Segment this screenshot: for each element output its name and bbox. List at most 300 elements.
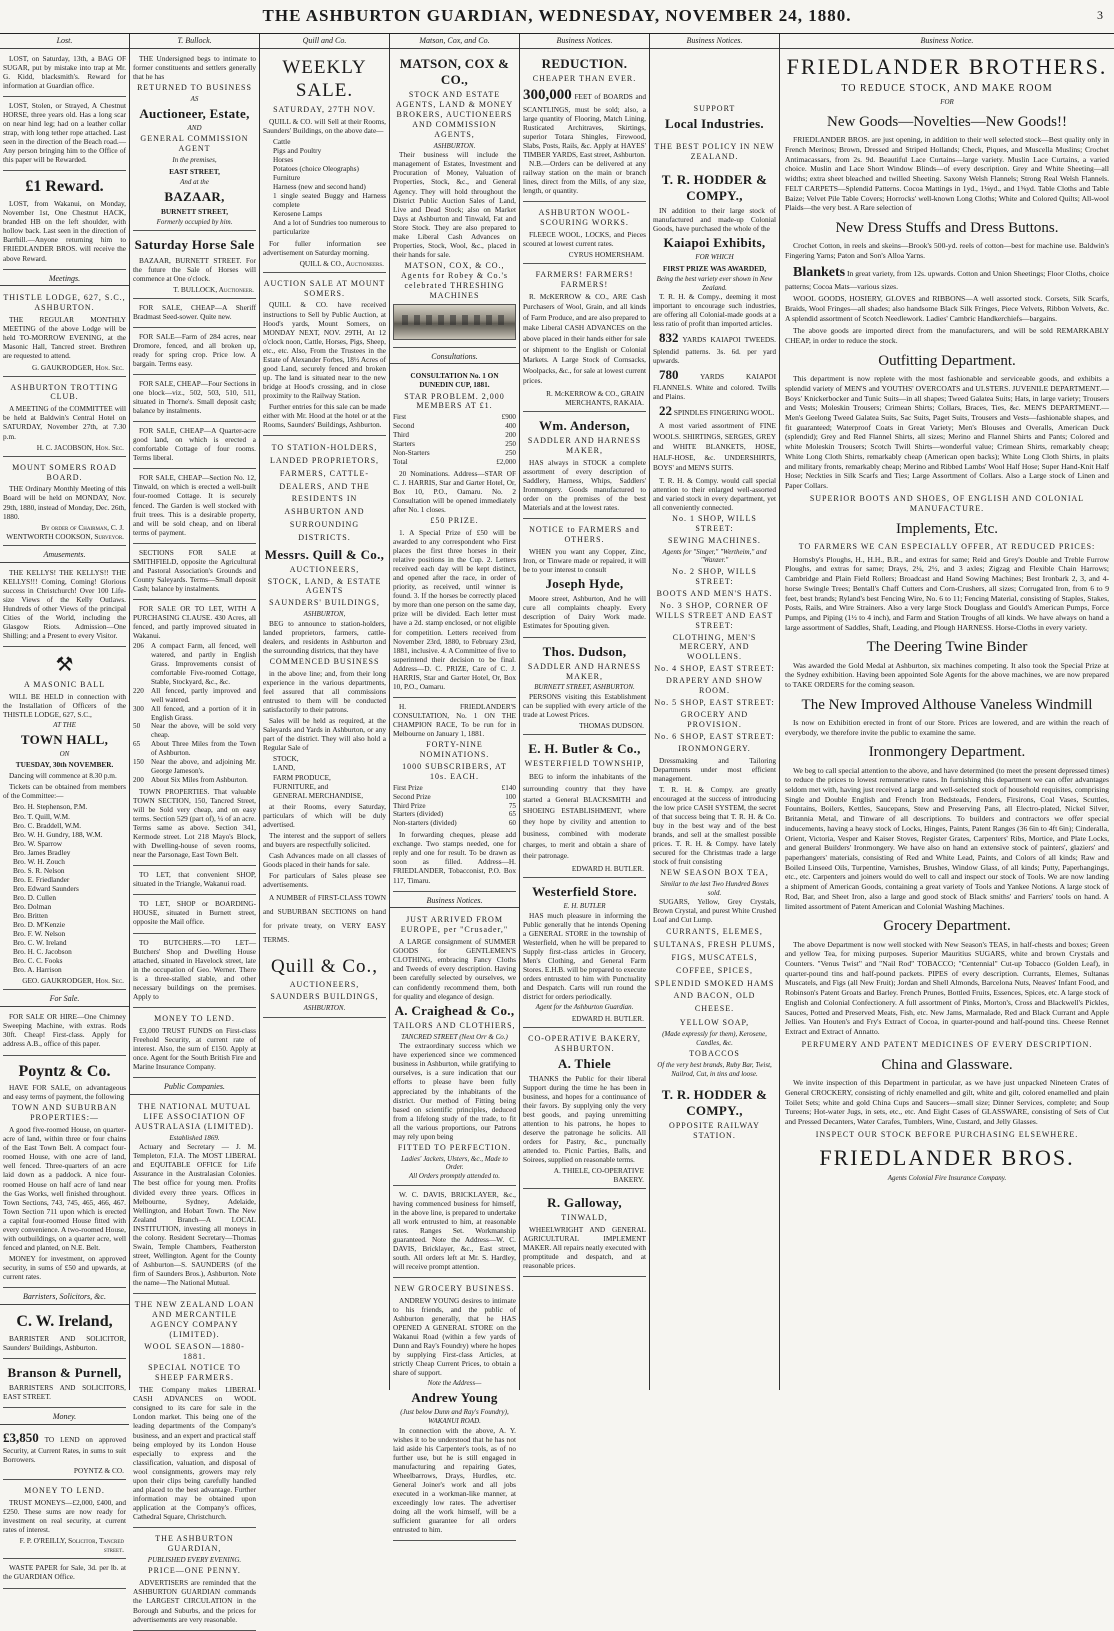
sale-lot: Pigs and Poultry xyxy=(273,146,322,156)
columns xyxy=(0,34,1114,1624)
heading: THISTLE LODGE, 627, S.C., ASHBURTON. xyxy=(3,293,126,313)
heading: THE ASHBURTON GUARDIAN, xyxy=(155,1533,234,1553)
prize-row-cell: Starters xyxy=(393,440,415,449)
text: SAUNDERS BUILDINGS, xyxy=(270,991,379,1001)
column-4-head: Matson, Cox, and Co. xyxy=(390,34,519,49)
heading: REDUCTION. xyxy=(541,55,628,71)
text: THE KELLYS! THE KELLYS!! THE KELLYS!!! Coming, Coming! Glorious success in Christchurch! Over 100 Life-size Views of the Kelly Outlaws. Hundreds of other Views of the principal Cities of the World, including the Glasgow Riots. Admission—One Shilling; and a Present to every Visitor. xyxy=(3,567,126,640)
text: The interest and the support of sellers and buyers are respectfully solicited. xyxy=(263,830,386,849)
text: MATSON, COX, & CO., Agents for Robey & Co.'s celebrated THRESHING MACHINES xyxy=(401,260,508,300)
column-1 xyxy=(0,34,130,1582)
heading: T. R. HODDER & COMPY., xyxy=(661,1086,768,1118)
prize-row xyxy=(393,413,516,422)
acre-row-cell: 200 xyxy=(133,775,144,784)
fried-prize-row-cell: Starters (divided) xyxy=(393,810,444,819)
column-7 xyxy=(780,34,1114,1390)
text: WESTERFIELD TOWNSHIP, xyxy=(524,759,645,769)
text: Tickets can be obtained from members of the Committee:— xyxy=(3,782,126,801)
text: Formerly occupied by him. xyxy=(156,217,233,226)
text: TANCRED STREET (Next Orr & Co.) xyxy=(401,1032,508,1041)
acre-row xyxy=(133,740,256,758)
text: Moore street, Ashburton, And he will cure all complaints cheaply. Every description of Dairy Work made. Estimates for Spouting given. xyxy=(523,594,646,631)
ad-thiele xyxy=(523,1030,646,1189)
text: Crochet Cotton, in reels and skeins—Brook's 500-yd. reels of cotton—best for machine use. Baldwin's Fingering Yarns; Paton and Son's Alloa Yarns. xyxy=(785,241,1109,260)
ad-lend-oreilly xyxy=(3,1482,126,1559)
fried-prize-row-cell: 75 xyxy=(508,801,516,810)
section-meetings: Meetings. xyxy=(0,272,129,287)
sale-lot: Cattle xyxy=(273,137,291,146)
heading: R. Galloway, xyxy=(547,1195,622,1211)
heading: Quill & Co., xyxy=(270,955,378,977)
heading: Messrs. Quill & Co., xyxy=(264,546,385,562)
fried-prize-row-cell: £140 xyxy=(501,783,516,792)
heading: E. H. Butler & Co., xyxy=(528,741,641,757)
text: FOR SALE, CHEAP—Four Sections in one block—viz., 502, 503, 510, 511, situated in Thorne's. Small deposit cash; balance by instalments. xyxy=(133,379,256,416)
text: FOR SALE, CHEAP—Section No. 12, Tinwald, on which is erected a well-built four-roomed Cottage. It is securely fenced. The Garden is well stocked with fruit trees. This is a desirable property, and will be sold cheap, and on liberal terms of payment. xyxy=(133,473,256,537)
heading: Implements, Etc. xyxy=(895,521,999,538)
column-6 xyxy=(650,34,780,1390)
ad-craighead xyxy=(393,911,516,1185)
committee-member: Bro. Edward Saunders xyxy=(13,883,79,893)
signature: A. THIELE, CO-OPERATIVE BAKERY. xyxy=(553,1166,644,1185)
text: N.B.—Orders can be delivered at any railway station on the main or branch lines, direct from the Mills, of any size, length, or quantity. xyxy=(523,158,646,195)
text: All Orders promptly attended to. xyxy=(408,1172,501,1181)
text: SAUNDERS' BUILDINGS, xyxy=(269,598,380,608)
text: No. 3 SHOP, CORNER OF WILLS STREET AND EAST STREET: xyxy=(655,600,774,630)
text: in the above line; and, from their long experience in the various departments, feel assured that all commissions entrusted to them will be conducted satisfactorily to their patrons. xyxy=(263,669,386,715)
text: Dancing will commence at 8.30 p.m. xyxy=(9,771,117,781)
ad-weekly-sale xyxy=(263,52,386,273)
sale-lot: Furniture xyxy=(273,173,301,183)
amount: 832 xyxy=(659,330,679,346)
text: We invite inspection of this Department in particular, as we have just unpacked Nineteen Crates of General CROCKERY, consisting of richly enamelled and gilt, white and gilt, colored enamelled and plain Toilet Sets; white and gold China Cups and Saucers—small size; Dinner Services, complete; and Soup Tureens; Hot-water Jugs, in sets, etc., etc. And Eight Cases of GLASSWARE, consisting of Sets of Cut and Pressed Decanters, Water Carafes, Tumblers, Wine, Custard, and Jelly Glasses. xyxy=(785,1078,1109,1126)
text: 1. A Special Prize of £50 will be awarded to any correspondent who First places the first three horses in their relative positions in the Cup. 2. Letters received each day will be kept distinct, and opened after the race, in order of priority, as received, until winner is found. 3. If the horses be correctly placed by more than one person on the same day, prize will be divided. Each letter must have a 2d. stamp enclosed, or not eligible for competition. Letters received from November 23rd, 1880, to February 23rd, 1881, inclusive. 4. A Committee of five to superintend their decision to be final. Address—D. C. PRIZE, Care of C. J. HARRIS, Star and Garter Hotel, Or, Box 10, P.O., Oamaru. xyxy=(393,528,516,691)
heading: New Goods—Novelties—New Goods!! xyxy=(827,114,1067,131)
prize-row-cell: Second xyxy=(393,422,415,431)
text: SECTIONS FOR SALE at SMITHFIELD, opposite the Agricultural and Pastoral Association's Grounds and County Saleyards. Terms—Small deposit Cash; balance by instalments. xyxy=(133,547,256,593)
fried-prize-row-cell: First Prize xyxy=(393,783,423,792)
column-2 xyxy=(130,34,260,1624)
text: Similar to the last Two Hundred Boxes sold. xyxy=(660,879,769,897)
committee-member: Bro. F. W. Nelson xyxy=(13,929,66,939)
friedlander-banner: FRIEDLANDER BROTHERS. xyxy=(786,54,1108,80)
text: SADDLER AND HARNESS MAKER, xyxy=(527,436,642,456)
ad-sale-2 xyxy=(133,330,256,375)
text: TAILORS AND CLOTHIERS, xyxy=(393,1020,516,1030)
text: Hornsby's Ploughs, H., H.H., B.R., and extras for same; Reid and Grey's Double and Treble Furrow Ploughs, and extras for same; Drays, 2¼, 2½, and 3 axles; Zigzag and Flexible Chain Harrows; Cambridge and Plain Field Rollers; Broadcast and Hand Sowing Machines; Best Ironbark 2, 3, and 4-horse Swingle Trees; Bentall's Chaff Cutters and Corn-Crushers, all sizes; Corrugated Iron, from 6 to 9 feet, best brands; Ryland's best Fencing Wire, No. 6 to 11; Fencing Material, consisting of Staples, Stakes, Posts, Rails, and Wire Strainers. Also a very large Stock Douglass and Gould's American Pumps, Force Pumps, and Piping (1½ to 4 inch), and Farm and Station Troughs of all kinds. We have always on hand a large assortment of Saddles, Shaft, Leading, and Plough HARNESS. Horse-Cloths in every variety. xyxy=(785,554,1109,632)
text: CO-OPERATIVE BAKERY, ASHBURTON. xyxy=(528,1033,641,1053)
committee-member: Bro. James Bradley xyxy=(13,847,71,857)
text: PERSONS visiting this Establishment can be supplied with every article of the trade at Lowest Prices. xyxy=(523,692,646,720)
amount: 22 xyxy=(659,402,672,418)
fried-prize-row-cell: 100 xyxy=(505,792,516,801)
ad-hodder xyxy=(653,52,776,1147)
text: BAZAAR, BURNETT STREET. For the future the Sale of Horses will commence at One o'clock. xyxy=(133,255,256,283)
ad-consultation xyxy=(393,367,516,697)
text: HAS much pleasure in informing the Public generally that he intends Opening a GENERAL STORE in the township of Westerfield, when he will be prepared to Supply first-class articles in Grocery, Men's Clothing, and General Farm Stores. E.H.B. will be prepared to execute orders entrusted to him with Punctuality and Despatch. Carts will run round the district for orders periodically. xyxy=(523,910,646,1001)
signature: POYNTZ & CO. xyxy=(73,1466,124,1476)
prizes-table xyxy=(393,413,516,467)
section-consultations: Consultations. xyxy=(390,350,519,365)
signature: H. C. JACOBSON, Hon. Sec. xyxy=(36,442,124,452)
text: FOR xyxy=(940,98,954,107)
ad-friedlander-consultation xyxy=(393,700,516,892)
heading: A. Thiele xyxy=(557,1055,612,1071)
text: Their business will include the management of Estates, Investment and Procuration of Money, Valuation of Properties, Stock, &c., and General Agency. They will hold throughout the District Public Auction Sales of Land, Live and Dead Stock; also on Market Days at Ashburton and Tinwald, Fat and Store Stock. They are also prepared to make Liberal Cash Advances on Properties, Stock, Wool, &c., placed in their hands for sale. xyxy=(393,150,516,259)
text: SATURDAY, 27TH NOV. xyxy=(273,105,376,114)
amount: 780 xyxy=(659,366,679,382)
text: AT THE xyxy=(53,720,76,729)
text: TO REDUCE STOCK, AND MAKE ROOM xyxy=(841,83,1053,95)
page-number: 3 xyxy=(1097,8,1104,22)
text: WOOL GOODS, HOSIERY, GLOVES and RIBBONS—A well assorted stock. Corsets, Silk Scarfs, Braids, Wool Fringes—all shades; also handsome Black Silk Fringes, Piece Velvets, Ribbon Velvets, &c. A splendid assortment of Scotch Needlework. Ladies' Cambric Handkerchiefs—bargains. xyxy=(785,294,1109,323)
ad-national-mutual xyxy=(133,1098,256,1294)
text: STOCK AND ESTATE AGENTS, LAND & MONEY BROKERS, AUCTIONEERS AND COMMISSION AGENTS, xyxy=(395,90,514,139)
committee-member: Bro. Dolman xyxy=(13,902,52,911)
text: Ladies' Jackets, Ulsters, &c., Made to Order. xyxy=(401,1154,508,1172)
prize-row-cell: Total xyxy=(393,457,408,466)
text: BOOTS AND MEN'S HATS. xyxy=(656,588,773,598)
text: Being the best variety ever shown in New Zealand. xyxy=(656,274,773,292)
fried-prizes-table xyxy=(393,784,516,829)
text: In great variety, from 12s. upwards. Cotton and Union Sheetings; Floor Cloths, choice patterns; Cocoa Mats—various sizes. xyxy=(785,268,1109,291)
heading: MONEY TO LEND. xyxy=(24,1486,105,1496)
text: BARRISTERS AND SOLICITORS, EAST STREET. xyxy=(3,1382,126,1402)
acre-row-cell: A compact Farm, all fenced, well watered, and partly in English Grass. Improvements consist of comfortable Five-roomed Cottage, Stable, Stockyard, &c., &c. xyxy=(151,642,256,686)
heading: WEEKLY SALE. xyxy=(282,56,367,102)
text: THANKS the Public for their liberal Support during the time he has been in business, and hopes for a continuance of their favors. By supplying only the very best goods, and paying unremitting attention to his patrons, he hopes to deserve the patronage he solicits. All orders for Pastry, &c., punctually attended to. Picnic Parties, Balls, and Soirees, supplied on reasonable terms. xyxy=(523,1073,646,1165)
text: In forwarding cheques, please add exchange. Two stamps needed, one for reply and one for result. To be drawn as soon as filled. Address—H. FRIEDLANDER, Tobacconist, P.O. Box 117, Timaru. xyxy=(393,830,516,885)
heading: Andrew Young xyxy=(411,1390,498,1406)
text: No. 2 SHOP, WILLS STREET: xyxy=(672,567,757,587)
column-6-head: Business Notices. xyxy=(650,34,779,49)
text: SPINDLES FINGERING WOOL. xyxy=(673,407,775,417)
section-amusements: Amusements. xyxy=(0,548,129,563)
text: YELLOW SOAP, xyxy=(679,1018,750,1028)
prize-row-cell: First xyxy=(393,413,407,422)
amount: £3,850 xyxy=(3,1429,39,1445)
fried-prize-row xyxy=(393,793,516,802)
heading: The New Improved Althouse Vaneless Windmill xyxy=(801,696,1093,713)
fried-prize-row-cell: 60 xyxy=(508,819,516,828)
ad-lost-sugar xyxy=(3,52,126,97)
text: TO FARMERS WE CAN ESPECIALLY OFFER, AT REDUCED PRICES: xyxy=(798,542,1096,552)
acre-row-cell: Near the above, will be sold very cheap. xyxy=(151,722,256,740)
text: IN addition to their large stock of manufactured and made-up Colonial Goods, have purchased the whole of the xyxy=(653,205,776,234)
text: TINWALD, xyxy=(561,1213,608,1223)
heading: ASHBURTON WOOL-SCOURING WORKS. xyxy=(538,207,631,227)
text: AS xyxy=(190,94,199,103)
prize-row-cell: 250 xyxy=(505,440,516,449)
heading: T. R. HODDER & COMPY., xyxy=(661,171,768,203)
text: Actuary and Secretary — J. M. Templeton, F.I.A. The MOST LIBERAL and EQUITABLE OFFICE for Life Assurance in the Australasian Colonies. The best office for young men. Profits divided every three years. Offices in Melbourne, Sydney, Adelaide, Wellington, and Hobart Town. The New Zealand Branch—A LOCAL INSTITUTION, investing all moneys in the colony. Resident Secretary—Thomas Swain, Temple Chambers, Featherston street, Wellington. Agent for the County of Ashburton—S. SAUNDERS (of the firm of Saunders Bros.), Ashburton. Note the name—The National Mutual. xyxy=(133,1142,256,1287)
column-3 xyxy=(260,34,390,1390)
text: THE Undersigned begs to intimate to former constituents and settlers generally that he has xyxy=(133,53,256,81)
text: RETURNED TO BUSINESS xyxy=(137,83,252,93)
ad-matson-cox xyxy=(393,52,516,348)
text: HAVE FOR SALE, on advantageous and easy terms of payment, the following xyxy=(3,1083,126,1102)
text: TO LEND on approved Security, at Current Rates, in sums to suit Borrowers. xyxy=(3,1434,126,1465)
text: T. R. H. & Compy., deeming it most important to encourage such industries, are offering all Colonial-made goods at a less ratio of profit than imported articles. xyxy=(653,292,776,329)
text: 1000 SUBSCRIBERS, AT 10s. EACH. xyxy=(402,761,507,781)
prize-row xyxy=(393,440,516,449)
heading: Saturday Horse Sale xyxy=(134,237,255,253)
text: ASHBURTON. xyxy=(303,1003,346,1012)
ad-reward xyxy=(3,173,126,269)
heading: Local Industries. xyxy=(664,115,764,131)
heading: A. Craighead & Co., xyxy=(394,1002,515,1018)
text: FOR WHICH xyxy=(695,253,734,262)
text: QUILL & CO. have received instructions to Sell by Public Auction, at Hood's yards, Mount Somers, on MONDAY NEXT, NOV. 29TH, At 12 o'clock noon, Cattle, Horses, Pigs, Sheep, etc., etc. Also, From the Trustees in the Estate of Alexander Forbes, 18½ Acres of good Land, securely fenced and broken up. The land is situated near to the new bridge at Hood's crossing, and in close proximity to the Railway Station. xyxy=(263,300,386,400)
committee-member: Bro. T. Quill, W.M. xyxy=(13,811,70,821)
text: INSPECT OUR STOCK BEFORE PURCHASING ELSEWHERE. xyxy=(815,1129,1079,1139)
text: A good five-roomed House, on quarter-acre of land, within three or four chains of the East Town Belt. A compact four-roomed House, with one acre of land, well fenced. Three-quarters of an acre laid down as a paddock. A nice four-roomed House on half acre of land near the Gas Works, well finished throughout. Town Sections, 743, 745, 465, 466, 467. Town Section 711 upon which is erected a capital four-roomed House fitted with every convenience. A two-roomed House, with outbuildings, on a quarter acre, well fenced and planted, on N.E. Belt. xyxy=(3,1125,126,1252)
text: DRAPERY AND SHOW ROOM. xyxy=(665,676,764,696)
text: This department is now replete with the most fashionable and serviceable goods, and exhibits a splendid variety of MEN'S and YOUTHS' OVERCOATS and ULSTERS. JUVENILE DEPARTMENT.—Boys' Knickerbocker and Tunic Suits—in all shapes; Tweed Galatea Suits; Hats, in large variety; Trousers and Vests; Moleskin Trousers; Crimean Shirts; Collars, Braces, Ties, &c. MEN'S DEPARTMENT.—Men's Geelong Tweed Galatea Suits, Sac Suits, Paget Suits, Trousers and Vests—fashionable shapes, and fit guaranteed; Waterproof Coats in Great Variety; Men's Blouses and Overalls, American Duck (splendid); Grey and Red Flannel Shirts, all sizes; Merino and Flannel Shirts and Pants; Colored and white Moleskin Trousers; Scotch Twill Shirts—wonderful value; Crimean Shirts, remarkably cheap; White Long Cloth Shirts, remarkably cheap (American open backs); White Long Cloth Shirts, in plaits and military fronts, remarkably cheap; Merino and Ribbed Lambs' Wool Half Hose; Super Hand-Knit Half Hose; Neckties in Silk Scarfs and Ties; Large Assortment of Collars. Also a Large stock of Linen and Paper Collars. xyxy=(785,374,1109,491)
text: For fuller information see advertisement on Saturday morning. xyxy=(263,238,386,257)
heading: FARMERS! FARMERS! FARMERS! xyxy=(535,269,634,289)
text: £50 PRIZE. xyxy=(430,516,479,526)
ad-anderson xyxy=(523,414,646,519)
heading: MONEY TO LEND. xyxy=(154,1013,235,1023)
ad-sale-4 xyxy=(133,424,256,469)
fried-prize-row-cell: 65 xyxy=(508,810,516,819)
text: TOWN HALL, xyxy=(20,731,109,747)
sale-item: FARM PRODUCE, xyxy=(273,772,331,782)
text: (Just below Dunn and Ray's Foundry), WAKANUI ROAD. xyxy=(400,1408,509,1425)
fried-prize-row-cell: Second Prize xyxy=(393,792,431,801)
ad-sale-3 xyxy=(133,377,256,422)
text: NOTICE to FARMERS and OTHERS. xyxy=(529,525,640,545)
text: at their Rooms, every Saturday, particulars of which will be duly advertised. xyxy=(263,801,386,829)
text: Was awarded the Gold Medal at Ashburton, six machines competing. It also took the Special Prize at the Sydney exhibition. Having been appointed Sole Agents for the above machines, we are now prepared to TAKE ORDERS for the coming season. xyxy=(785,660,1109,689)
text: AUCTIONEERS, xyxy=(289,980,360,990)
text: AUCTIONEERS, xyxy=(289,564,360,574)
heading: Grocery Department. xyxy=(883,918,1011,935)
text: FITTED TO PERFECTION. xyxy=(397,1142,512,1152)
text: And at the xyxy=(180,177,209,186)
text: 20 Nominations. Address—STAR OF C. J. HARRIS, Star and Garter Hotel, Or, Box 10, P.O., Oamaru. No. 2 Consultation will be opened immediately after No. 1 closes. xyxy=(393,468,516,515)
acre-row-cell: About Three Miles from the Town of Ashburton. xyxy=(151,740,256,758)
acre-row xyxy=(133,722,256,740)
text: WILL BE HELD in connection with the Installation of Officers of the THISTLE LODGE, 627, S.C., xyxy=(3,691,126,719)
ad-sale-5 xyxy=(133,471,256,543)
heading: AUCTION SALE AT MOUNT SOMERS. xyxy=(263,278,386,298)
text: No. 6 SHOP, EAST STREET: xyxy=(654,731,775,741)
ad-westerfield-store xyxy=(523,880,646,1028)
prize-row-cell: 200 xyxy=(505,431,516,440)
committee-member: Bro. H. C. Jacobson xyxy=(13,947,72,957)
ad-branson xyxy=(3,1361,126,1408)
committee-member: Bro. H. Stephenson, P.M. xyxy=(13,802,88,812)
ad-thistle-lodge xyxy=(3,289,126,376)
text: COMMENCED BUSINESS xyxy=(269,657,380,667)
text: The above Department is now well stocked with New Season's TEAS, in half-chests and boxes; Green and yellow Tea, for mixing purposes. Superior Mauritius SUGARS, white and brown Crystals and Counters. "Venus Twist" and "Nail Rod" TOBACCO; "Centennial" Cut-up Tobacco (Golden Leaf), in quarter-pound tins and half-pound packets. PIPES of every description. Currants, Elemes, Sultanas Muscatels, and Figs (all New Fruit); Jordan and Shell Almonds, Barcelona Nuts, Neaves' Infant Food, and Robinson's Patent Groats and Barley. French Prunes, Bottled Fruits, Essences, Spices, etc. A large stock of English and Colonial Confectionery. A full assortment of Pinks, Morton's, Cross and Blackwell's Pickles, Sauces, Potted and Preserved Meats, Fish, etc. New Jams, Marmalade, Red and Black Currant and Apple Jellies. Van Houten's and Fry's Extract of Cocoa, in quarter-pound and half-pound tins. Cheese Rennet Extract and Extract of Annatto. xyxy=(785,939,1109,1036)
text: ASHBURTON. xyxy=(433,141,476,150)
text: In connection with the above, A. Y. wishes it to be understood that he has not laid aside his Carpenter's tools, as of no further use, but he is still engaged in manufacturing and repairing Gates, Wheelbarrows, Drays, Hurdles, etc. General Joiner's work and all jobs executed in a workman-like manner, at exceedingly low rates. The advertiser doing all the work himself, will be a sufficient guarantee for all orders entrusted to him. xyxy=(393,1425,516,1535)
text: Further entries for this sale can be made either with Mr. Hood at the hotel or at the Rooms, Saunders' Buildings, Ashburton. xyxy=(263,401,386,430)
text: A LARGE consignment of SUMMER GOODS for GENTLEMEN'S CLOTHING, embracing Fancy Cloths and Tweeds of every description. Having been carefully selected by ourselves, we can confidently recommend them, both for quality and elegance of design. xyxy=(393,937,516,1001)
ad-nz-loan xyxy=(133,1296,256,1528)
signature: T. BULLOCK, Auctioneer. xyxy=(173,284,254,294)
acre-row-cell: 150 xyxy=(133,758,144,767)
text: For particulars of Sales please see advertisements. xyxy=(263,870,386,890)
ad-mckerrow xyxy=(523,266,646,412)
text: H. FRIEDLANDER'S CONSULTATION, No. 1 ON THE CHAMPION RACE, To be run for in Melbourne on January 1, 1881. xyxy=(393,701,516,738)
heading: Joseph Hyde, xyxy=(545,576,624,592)
sale-item: LAND, xyxy=(273,763,296,773)
text: FLEECE WOOL, LOCKS, and Pieces scoured at lowest current rates. xyxy=(523,229,646,248)
acre-row-cell: All fenced, and a portion of it in English Grass. xyxy=(151,704,256,722)
text: LOST, Stolen, or Strayed, A Chestnut HORSE, three years old. Has a long scar on near hind leg; had on a leather collar strap, with long tether rope attached. Last seen in the direction of the Beach road.—Any person bringing him to the Office of this paper will be Rewarded. xyxy=(3,101,126,165)
acre-row-cell: About Six Miles from Ashburton. xyxy=(151,775,248,784)
text: No. 4 SHOP, EAST STREET: xyxy=(654,664,775,674)
text: A MEETING of the COMMITTEE will be held at Baldwin's Central Hotel on SATURDAY, November 27th, at 7.30 p.m. xyxy=(3,404,126,441)
signature: By order of Chairman, C. J. WENTWORTH COOKSON, Surveyor. xyxy=(6,522,124,541)
sale-lot: Potatoes (choice Oleographs) xyxy=(273,164,359,174)
text: SPECIAL NOTICE TO SHEEP FARMERS. xyxy=(148,1363,241,1383)
text: STAR PROBLEM. 2,000 MEMBERS AT £1. xyxy=(404,391,505,411)
text: NEW SEASON BOX TEA, xyxy=(660,868,769,878)
text: THE Company makes LIBERAL CASH ADVANCES on WOOL consigned to its care for sale in the London market. This being one of the leading departments of the Company's business, and an expert and practical staff being employed by its London House especially to express and the classification, valuation, and disposal of wool consignments, growers may rely upon their clips being carefully handled and placed to the best advantage. Further information may be obtained upon application at the Company's offices, Cathedral Square, Christchurch. xyxy=(133,1385,256,1521)
text: No. 5 SHOP, EAST STREET: xyxy=(654,697,775,707)
ad-bullock-returned xyxy=(133,52,256,232)
prize-row xyxy=(393,458,516,467)
text: Cash Advances made on all classes of Goods placed in their hands for sale. xyxy=(263,850,386,869)
text: FOR SALE OR TO LET, WITH A PURCHASING CLAUSE. 430 Acres, all fenced, and partly improved situated in Wakanui. xyxy=(133,603,256,641)
ad-davis xyxy=(393,1188,516,1278)
sale-item: GENERAL MERCHANDISE, xyxy=(273,790,364,800)
text: BARRISTER AND SOLICITOR, Saunders' Buildings, Ashburton. xyxy=(3,1333,126,1352)
text: GROCERY AND PROVISION. xyxy=(680,709,749,729)
committee-member: Bro. C. W. Ireland xyxy=(13,938,67,948)
heading: Westerfield Store. xyxy=(532,883,637,899)
text: £3,000 TRUST FUNDS on First-class Freehold Security, at current rate of interest. Also, the sum of £150. Apply at once. Agent for the South British Fire and Marine Insurance Company. xyxy=(133,1025,256,1071)
text: FRIEDLANDER BROS. are just opening, in addition to their well selected stock—Best quality only in French Merinos; Brown, Dressed and Striped Hollands; Check, Piques, and Muscella Muslins; Crochet Antimacassars, from 2s. 9d. Beautiful Lace Curtains—large variety. Muslin Lace Curtains, a varied choice. Muslin and Lace Short Window Blinds—of every description. Grey and White Sheeting—all widths; extra sheet bleached and twilled Sheeting. Saxony Welsh Flannels; Strong Real Welsh Flannels. FELT CARPETS—Splendid Patterns. Cocoa Mattings in 1yd., 1⅛yd., and 1⅝yd. Table Cloths and Table Baize; Velvet Pile Table Covers; Horrocks' well-known Long Cloths; White and Colored Quilts; All-wool Plaids—the very best. A Rare selection of xyxy=(785,135,1109,213)
prize-row-cell: 400 xyxy=(505,422,516,431)
threshing-machine-engraving xyxy=(393,304,516,340)
ad-timber xyxy=(523,52,646,202)
heading: Blankets xyxy=(793,264,846,280)
column-5 xyxy=(520,34,650,1390)
acre-row xyxy=(133,642,256,687)
text: FOR SALE, CHEAP—A Quarter-acre good land, on which is erected a comfortable Cottage of four rooms. Terms liberal. xyxy=(133,426,256,463)
friedlander-signature: FRIEDLANDER BROS. xyxy=(819,1144,1075,1170)
text: ASHBURTON, xyxy=(303,610,346,619)
signature: EDWARD H. BUTLER. xyxy=(571,1013,644,1023)
prize-row xyxy=(393,431,516,440)
ad-kellys xyxy=(3,566,126,647)
fried-prize-row-cell: Third Prize xyxy=(393,801,426,810)
text: Dressmaking and Tailoring Departments under most efficient management. xyxy=(653,755,776,783)
signature: EDWARD H. BUTLER. xyxy=(571,863,644,873)
section-public-companies: Public Companies. xyxy=(130,1080,259,1095)
text: TOWN AND SUBURBAN PROPERTIES:— xyxy=(11,1103,118,1123)
fried-prize-row xyxy=(393,819,516,828)
text: W. C. DAVIS, BRICKLAYER, &c., having commenced business for himself, in the above line, is prepared to undertake all work entrusted to him, at reasonable rates. Ranges Set. Workmanship guaranteed. Note the Address—W. C. DAVIS, Bricklayer, &c., East street, south. All orders left at Mr. S. Hardley, will receive prompt attention. xyxy=(393,1189,516,1272)
ad-to-let-farms xyxy=(133,602,256,866)
text: In the premises, xyxy=(172,156,217,165)
text: A NUMBER of FIRST-CLASS TOWN and SUBURBAN SECTIONS on hand for private treaty, on VERY EASY TERMS. xyxy=(263,893,386,944)
heading: C. W. Ireland, xyxy=(16,1312,113,1330)
signature: QUILL & CO., Auctioneers. xyxy=(299,258,384,268)
ad-smithfield xyxy=(133,546,256,600)
text: PERFUMERY AND PATENT MEDICINES OF EVERY DESCRIPTION. xyxy=(801,1039,1093,1049)
committee-member: Bro. C. Braddell, W.M. xyxy=(13,820,82,830)
heading: Wm. Anderson, xyxy=(539,418,630,434)
acre-row xyxy=(133,758,256,776)
acre-row xyxy=(133,705,256,723)
text: WHEN you want any Copper, Zinc, Iron, or Tinware made or repaired, it will be to your interest to consult xyxy=(523,547,646,575)
text: T. R. H. & Compy. are greatly encouraged at the success of introducing the low price CASH SYSTEM, the secret of that success being that T. R. H. & Co. buy in the best way and of the best brands, and sell at the smallest possible prices. T. R. H. & Compy. have lately secured for the Christmas trade a large stock of fruit consisting xyxy=(653,784,776,867)
amount: 300,000 xyxy=(523,86,572,103)
text: (Made expressly for them), Kerosene, Candles, &c. xyxy=(662,1029,767,1047)
fried-prize-row-cell: Non-starters (divided) xyxy=(393,819,457,828)
text: THE Ordinary Monthly Meeting of this Board will be held on MONDAY, Nov. 29th, 1880, instead of Monday, Dec. 26th, 1880. xyxy=(3,484,126,521)
text: BURNETT STREET, ASHBURTON. xyxy=(534,683,635,692)
ad-lend-poyntz xyxy=(3,1428,126,1480)
text: No. 1 SHOP, WILLS STREET: xyxy=(672,514,757,533)
ad-butchers xyxy=(133,936,256,1008)
column-1-head: Lost. xyxy=(0,34,129,49)
section-for-sale: For Sale. xyxy=(0,992,129,1007)
signature: CYRUS HOMERSHAM. xyxy=(568,249,644,259)
heading: A MASONIC BALL xyxy=(23,679,106,689)
text: Established 1869. xyxy=(169,1133,220,1142)
column-4 xyxy=(390,34,520,1535)
acre-row-cell: 300 xyxy=(133,704,144,713)
ad-guardian xyxy=(133,1530,256,1631)
text: PRICE—ONE PENNY. xyxy=(148,1566,241,1576)
prize-row xyxy=(393,449,516,458)
ad-trotting-club xyxy=(3,379,126,457)
sale-lot: Harness (new and second hand) xyxy=(273,182,366,192)
prize-row-cell: £900 xyxy=(501,413,516,422)
ad-poyntz xyxy=(3,1058,126,1289)
text: CHEAPER THAN EVER. xyxy=(532,74,637,84)
text: Of the very best brands, Ruby Bar, Twist, Nailrod, Cut, in tins and loose. xyxy=(657,1061,772,1078)
ad-masonic-ball xyxy=(3,649,126,990)
signature: R. McKERROW & CO., GRAIN MERCHANTS, RAKAIA. xyxy=(546,388,644,407)
column-5-head: Business Notices. xyxy=(520,34,649,49)
ad-road-board xyxy=(3,459,126,546)
signature: F. P. O'REILLY, Solicitor, Tancred street. xyxy=(19,1536,124,1555)
ad-andrew-young xyxy=(393,1280,516,1541)
text: R. McKERROW & CO., ARE Cash Purchasers of Wool, Grain, and all kinds of Farm Produce, and are also prepared to make Liberal CASH ADVANCES on the above placed in their hands either for sale or shipment to the English or Colonial Markets. A Large Stock of Cornsacks, Woolpacks, &c., for sale at lowest current prices. xyxy=(523,291,646,386)
text: Agents Colonial Fire Insurance Company. xyxy=(887,1174,1007,1183)
committee-member: Bro. Britten xyxy=(13,911,48,921)
text: CURRANTS, ELEMES, SULTANAS, FRESH PLUMS, FIGS, MUSCATELS, COFFEE, SPICES, SPLENDID SMOKED HAMS AND BACON, OLD CHEESE. xyxy=(653,927,776,1014)
text: TO LET, SHOP or BOARDING-HOUSE, situated in Burnett street, opposite the Mail office. xyxy=(133,899,256,927)
ad-mount-somers-auction xyxy=(263,275,386,436)
prize-row xyxy=(393,422,516,431)
text: PUBLISHED EVERY EVENING. xyxy=(147,1555,242,1564)
heading: NEW GROCERY BUSINESS. xyxy=(394,1284,515,1294)
text: FEET of BOARDS and SCANTLINGS, must be sold; also, a large quantity of Flooring, Match Lining, Rusticated Architraves, Skirtings, superior Totara Shingles, Firewood, Slabs, Posts, Rails, &c. Apply at HAYES' TIMBER YARDS, East street, Ashburton. xyxy=(523,91,646,159)
text: The above goods are imported direct from the manufacturers, and will be sold REMARKABLY CHEAP, in order to reduce the stock. xyxy=(785,326,1109,346)
text: TO LET, that convenient SHOP, situated in the Triangle, Wakanui road. xyxy=(133,870,256,889)
text: FOR SALE—Farm of 284 acres, near Dromore, fenced, and all broken up, ready for spring crop. Price low. A bargain. Terms easy. xyxy=(133,331,256,368)
heading: Thos. Dudson, xyxy=(542,643,627,659)
text: IRONMONGERY. xyxy=(678,743,751,753)
committee-member: Bro. W. H. Zouch xyxy=(13,856,65,866)
signature: GEO. GAUKRODGER, Hon. Sec. xyxy=(22,976,124,986)
ad-dudson xyxy=(523,640,646,736)
ad-to-let-shop xyxy=(133,868,256,895)
text: TRUST MONEYS—£2,000, £400, and £250. These sums are now ready for investment on real security, at current rates of interest. xyxy=(3,1498,126,1535)
heading: THE NATIONAL MUTUAL LIFE ASSOCIATION OF AUSTRALASIA (LIMITED). xyxy=(134,1101,255,1131)
ad-hyde xyxy=(523,521,646,637)
